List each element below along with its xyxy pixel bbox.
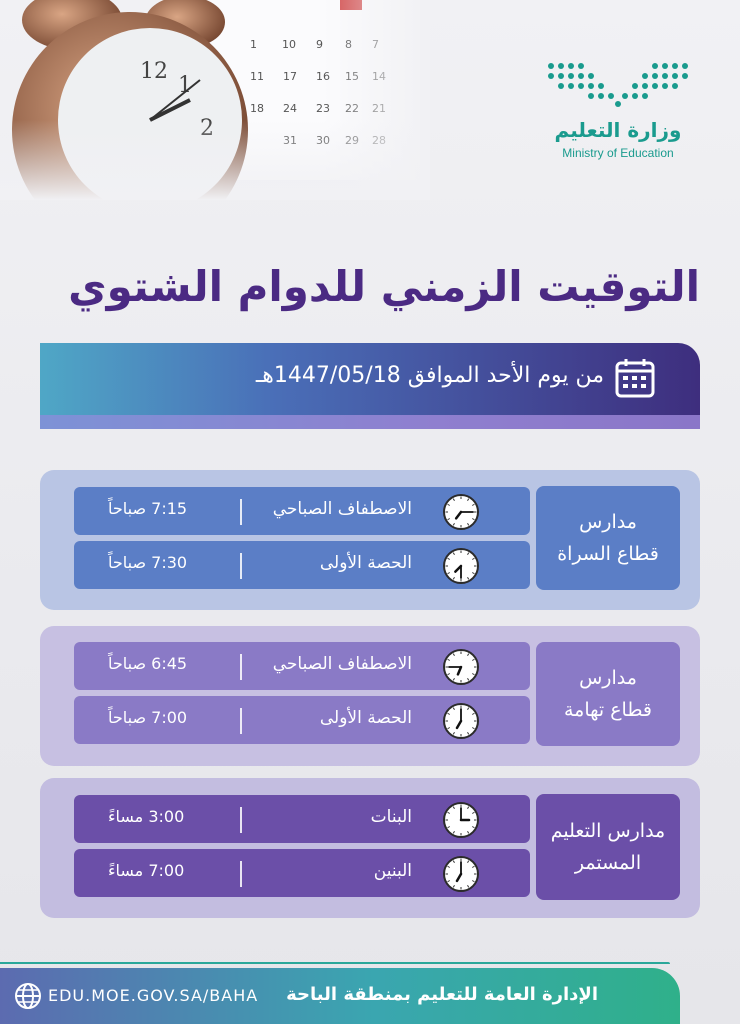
footer-accent-line — [0, 962, 670, 964]
footer-organization: الإدارة العامة للتعليم بمنطقة الباحة — [286, 984, 598, 1005]
ministry-name-arabic: وزارة التعليم — [554, 118, 682, 142]
section-label-line1: مدارس — [579, 510, 637, 533]
section-tihama-schools — [40, 626, 700, 766]
row-divider — [240, 499, 242, 525]
event-time: 7:30 صباحاً — [108, 553, 188, 572]
row-divider — [240, 654, 242, 680]
schedule-row — [74, 849, 530, 897]
section-continuing-education-schools — [40, 778, 700, 918]
event-label: الاصطفاف الصباحي — [272, 499, 412, 519]
ministry-name-english: Ministry of Education — [562, 146, 674, 160]
event-time: 7:00 صباحاً — [108, 708, 188, 727]
event-time: 6:45 صباحاً — [108, 654, 188, 673]
section-label — [536, 794, 680, 900]
schedule-row — [74, 642, 530, 690]
schedule-row — [74, 795, 530, 843]
ministry-logo — [538, 58, 698, 178]
section-label-line2: قطاع السراة — [557, 543, 659, 565]
footer — [0, 968, 680, 1024]
schedule-row — [74, 696, 530, 744]
section-sarat-schools — [40, 470, 700, 610]
clock-icon — [442, 648, 480, 686]
row-divider — [240, 708, 242, 734]
event-label: البنين — [373, 861, 412, 881]
section-label — [536, 486, 680, 590]
row-divider — [240, 861, 242, 887]
event-time: 3:00 مساءً — [108, 807, 185, 826]
date-banner — [40, 343, 700, 429]
schedule-row — [74, 541, 530, 589]
clock-icon — [442, 493, 480, 531]
section-label-line1: مدارس التعليم — [550, 819, 666, 842]
date-text: من يوم الأحد الموافق 1447/05/18هـ — [255, 363, 604, 388]
event-label: الحصة الأولى — [319, 708, 412, 728]
section-label-line2: قطاع تهامة — [563, 699, 653, 721]
website-link[interactable]: EDU.MOE.GOV.SA/BAHA — [48, 986, 259, 1005]
section-label — [536, 642, 680, 746]
clock-icon — [442, 855, 480, 893]
event-time: 7:15 صباحاً — [108, 499, 188, 518]
schedule-row — [74, 487, 530, 535]
hero-clock-calendar-image — [0, 0, 430, 200]
ministry-dots-logo-icon — [543, 58, 693, 108]
globe-icon — [14, 982, 42, 1010]
clock-icon — [442, 702, 480, 740]
event-label: الحصة الأولى — [319, 553, 412, 573]
clock-icon — [442, 547, 480, 585]
page-title: التوقيت الزمني للدوام الشتوي — [68, 262, 700, 311]
clock-icon — [442, 801, 480, 839]
calendar-icon — [614, 357, 656, 399]
event-label: البنات — [370, 807, 412, 827]
section-label-line2: المستمر — [574, 852, 642, 874]
event-time: 7:00 مساءً — [108, 861, 185, 880]
row-divider — [240, 807, 242, 833]
row-divider — [240, 553, 242, 579]
event-label: الاصطفاف الصباحي — [272, 654, 412, 674]
section-label-line1: مدارس — [579, 666, 637, 689]
